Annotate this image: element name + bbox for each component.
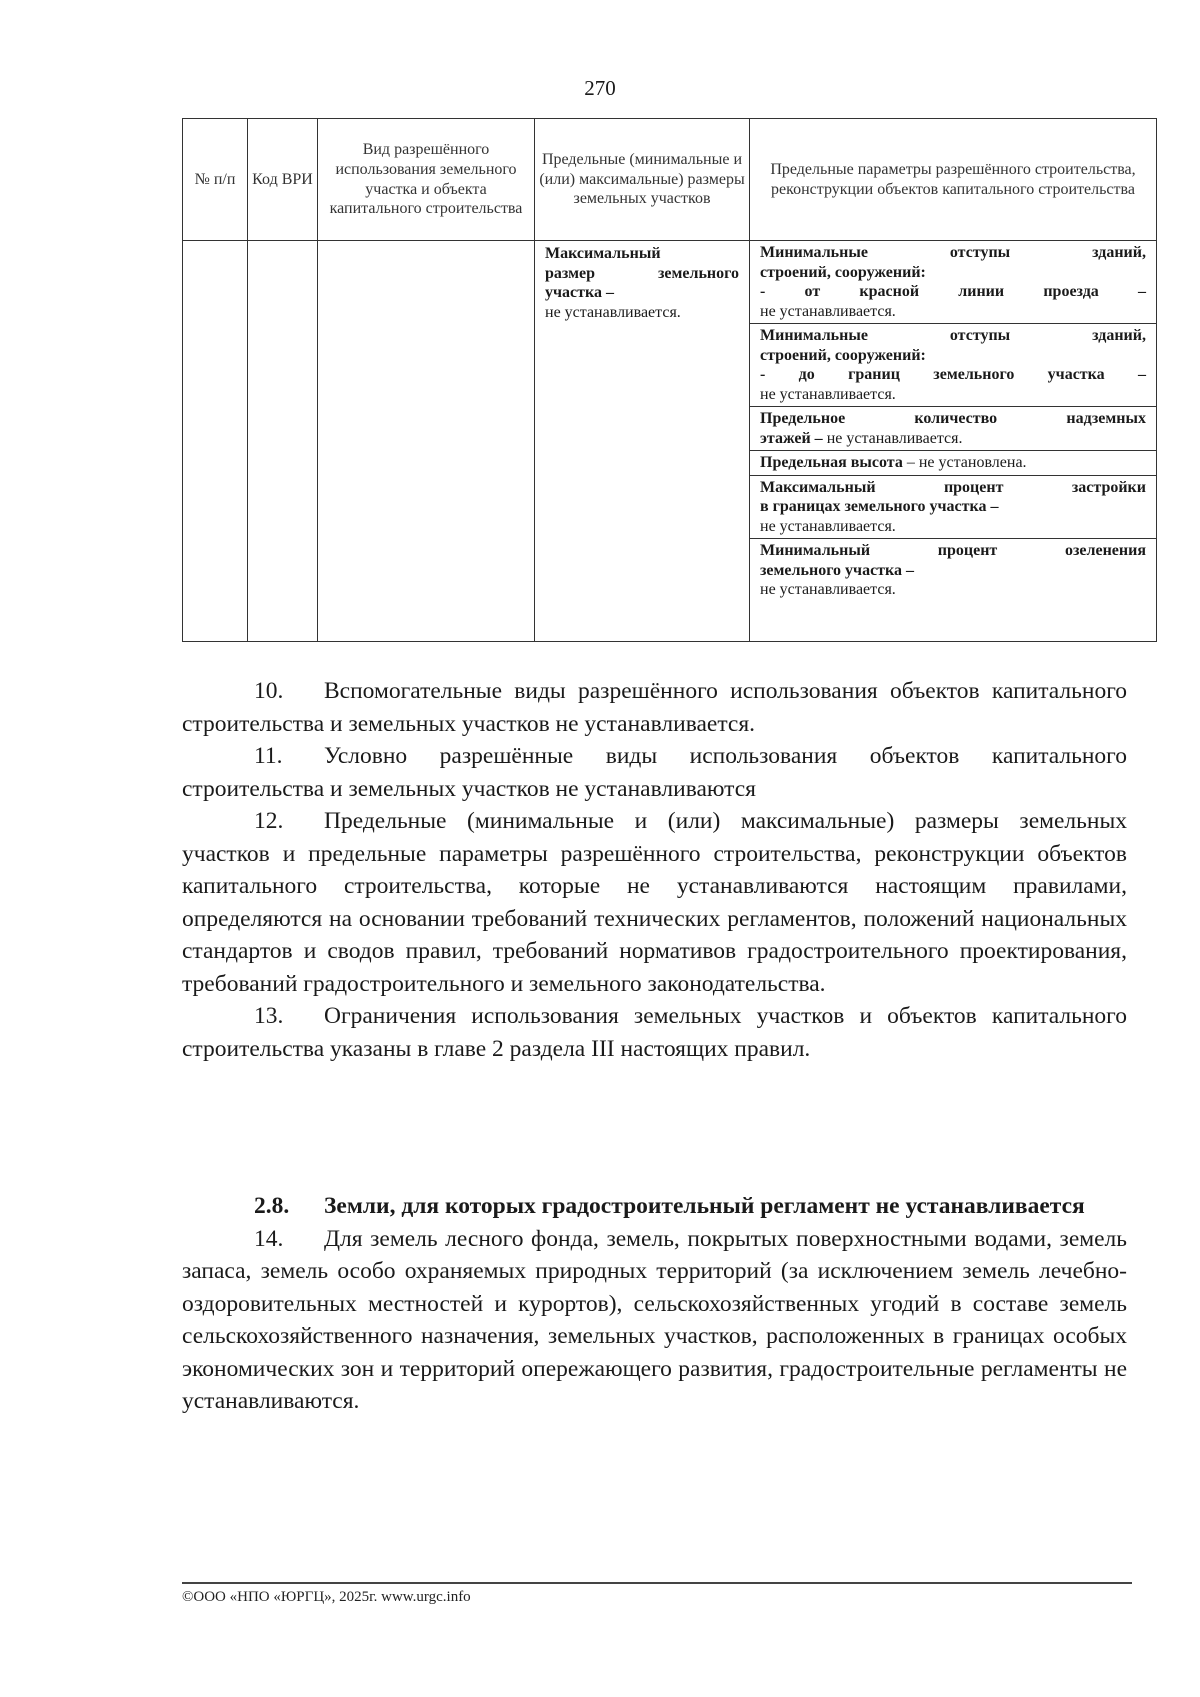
paragraph-13 [182, 1000, 1127, 1065]
header-use-type: Вид разрешённого использования земельного участка и объекта капитального строительства [318, 119, 535, 241]
table-row [183, 241, 1157, 642]
cell-code [248, 241, 318, 642]
regulation-table [182, 118, 1157, 642]
param-line [760, 429, 1146, 449]
param-block-red-line-setback [750, 241, 1156, 324]
paragraph-text: Условно разрешённые виды использования объектов капитального строительства и земельных участков не устанавливаются [182, 743, 1127, 802]
size-line: участка – [545, 284, 614, 302]
param-title: Минимальные отступы зданий, [760, 327, 1146, 345]
param-value: – не установлена. [902, 454, 1027, 472]
cell-number [183, 241, 248, 642]
param-title: Минимальные отступы зданий, [760, 244, 1146, 261]
table-header-row [183, 119, 1157, 241]
param-title: Минимальный процент озеленения [760, 542, 1146, 560]
page-number: 270 [584, 76, 616, 100]
paragraph-text: Ограничения использования земельных участков и объектов капитального строительства указаны в главе 2 раздела III настоящих правил. [182, 1003, 1127, 1062]
header-number: № п/п [183, 119, 248, 241]
param-value: не устанавливается. [760, 517, 896, 535]
param-title: Максимальный процент застройки [760, 478, 1146, 496]
param-value: не устанавливается. [760, 385, 896, 403]
section-2-8 [182, 1190, 1127, 1418]
cell-use-type [318, 241, 535, 642]
param-value: не устанавливается. [822, 429, 963, 447]
paragraph-12 [182, 805, 1127, 1000]
paragraph-10 [182, 675, 1127, 740]
paragraph-number: 10. [254, 678, 284, 704]
paragraph-text: Вспомогательные виды разрешённого использования объектов капитального строительства и земельных участков не устанавливается. [182, 678, 1127, 737]
paragraph-text: Для земель лесного фонда, земель, покрытых поверхностными водами, земель запаса, земель особо охраняемых природных территорий (за исключением земель лечебно-оздоровительных местностей и курортов), сельскохозяйственных угодий в составе земель сельскохозяйственного назначения, земельных участков, расположенных в границах особых экономических зон и территорий опережающего развития, градостроительные регламенты не устанавливаются. [182, 1225, 1127, 1414]
param-title: Предельное количество надземных [760, 410, 1146, 428]
param-line [760, 453, 1146, 473]
section-number: 2.8. [254, 1193, 290, 1219]
param-line: - от красной линии проезда – [760, 283, 1146, 301]
footer-copyright: ©ООО «НПО «ЮРГЦ», 2025г. www.urgc.info [182, 1589, 471, 1605]
cell-build-params [750, 241, 1157, 642]
body-paragraphs [182, 675, 1127, 1065]
paragraph-11 [182, 740, 1127, 805]
param-line: - до границ земельного участка – [760, 366, 1146, 384]
param-line: строений, сооружений: [760, 263, 926, 281]
param-line: земельного участка – [760, 561, 915, 579]
paragraph-text: Предельные (минимальные и (или) максимальные) размеры земельных участков и предельные параметры разрешённого строительства, реконструкции объектов капитального строительства, которые не устанавливаются настоящим правилами, определяются на основании требований технических регламентов, положений национальных стандартов и сводов правил, требований нормативов градостроительного проектирования, требований градостроительного и земельного законодательства. [182, 808, 1127, 997]
paragraph-number: 12. [254, 808, 284, 834]
cell-plot-size [535, 241, 750, 642]
size-line: Максимальный [545, 245, 661, 262]
paragraph-14 [182, 1223, 1127, 1418]
param-line: в границах земельного участка – [760, 498, 999, 516]
param-line: строений, сооружений: [760, 346, 926, 364]
param-label: Предельная высота [760, 454, 903, 472]
header-build-params: Предельные параметры разрешённого строительства, реконструкции объектов капитального строительства [750, 119, 1157, 241]
size-line: размер земельного [545, 264, 739, 282]
section-heading [182, 1190, 1127, 1223]
param-block-height [750, 451, 1156, 476]
param-block-boundary-setback [750, 324, 1156, 407]
paragraph-number: 11. [254, 743, 283, 769]
section-title: Земли, для которых градостроительный регламент не устанавливается [324, 1193, 1085, 1219]
param-block-build-percent [750, 476, 1156, 540]
param-value: не устанавливается. [760, 302, 896, 320]
param-block-floors [750, 407, 1156, 451]
size-value: не устанавливается. [545, 303, 681, 321]
param-value: не устанавливается. [760, 581, 896, 599]
param-block-green-percent [750, 539, 1156, 602]
header-code: Код ВРИ [248, 119, 318, 241]
header-plot-size: Предельные (минимальные и (или) максимальные) размеры земельных участков [535, 119, 750, 241]
param-label: этажей – [760, 429, 823, 447]
footer-divider [182, 1582, 1132, 1584]
paragraph-number: 13. [254, 1003, 284, 1029]
paragraph-number: 14. [254, 1225, 284, 1252]
